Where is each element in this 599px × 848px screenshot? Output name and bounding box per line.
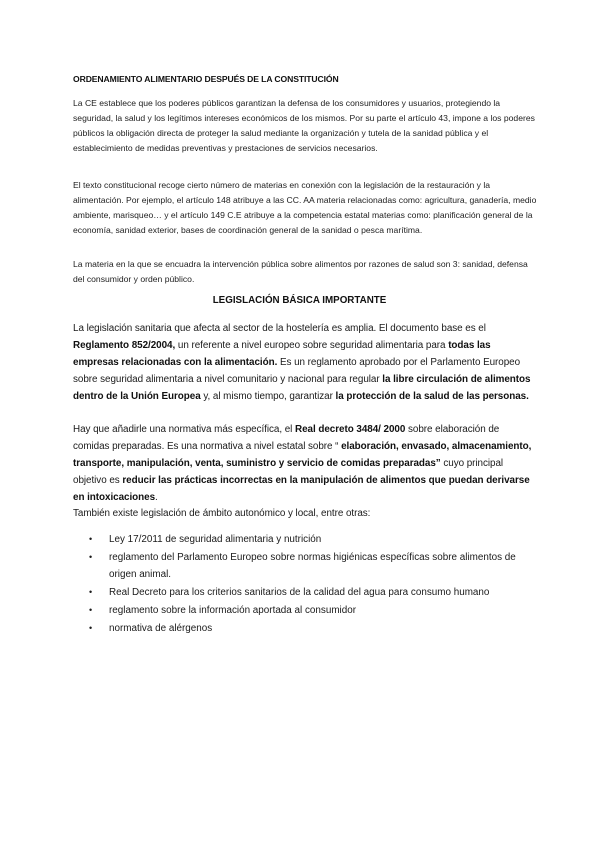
section-title-legislation: LEGISLACIÓN BÁSICA IMPORTANTE [212, 295, 387, 306]
list-item [73, 584, 535, 601]
bold-reglamento-852: Reglamento 852/2004, [73, 340, 176, 351]
bold-empresas: todas las empresas relacionadas con la alimentación. [73, 340, 491, 368]
list-item-text: reglamento del Parlamento Europeo sobre normas higiénicas específicas sobre alimentos de origen animal. [109, 552, 516, 580]
text-run: Es un reglamento aprobado por el Parlamento Europeo sobre seguridad alimentaria a nivel comunitario y nacional para regular [73, 357, 521, 385]
legislation-list [73, 531, 535, 638]
text-run: Hay que añadirle una normativa más específica, el [73, 424, 296, 435]
paragraph-competencies: El texto constitucional recoge cierto número de materias en conexión con la legislación de la restauración y la alimentación. Por ejemplo, el artículo 148 atribuye a las CC. AA materia relacionadas como: agricultura, ganadería, medio ambiente, marisqueo… y el artículo 149 C.E atribuye a la competencia estatal materias como: planificación general de la economía, sanidad exterior, bases de coordinación general de la sanidad o pesca marítima. [73, 180, 537, 235]
text-run: y, al mismo tiempo, garantizar [200, 391, 336, 402]
text-run: La legislación sanitaria que afecta al sector de la hostelería es amplia. El documento base es el [73, 323, 486, 334]
text-run: . [155, 492, 158, 503]
bullet-icon: • [89, 623, 93, 633]
bullet-icon: • [89, 552, 93, 562]
list-item [73, 620, 535, 637]
bullet-icon: • [89, 587, 93, 597]
text-run: cuyo principal objetivo es [73, 458, 504, 486]
list-item-text: Ley 17/2011 de seguridad alimentaria y nutrición [109, 534, 322, 545]
list-item-text: reglamento sobre la información aportada al consumidor [109, 605, 357, 616]
paragraph-autonomico: También existe legislación de ámbito autonómico y local, entre otras: [73, 508, 371, 519]
bullet-icon: • [89, 534, 93, 544]
text-run: sobre elaboración de comidas preparadas. Es una normativa a nivel estatal sobre “ [73, 424, 500, 452]
paragraph-constitution: La CE establece que los poderes públicos garantizan la defensa de los consumidores y usuarios, protegiendo la seguridad, la salud y los legítimos intereses económicos de los mismos. Por su parte el artículo 43, impone a los poderes públicos la obligación directa de proteger la salud mediante la organización y tutela de la sanidad pública y el establecimiento de medidas preventivas y prestaciones de servicios necesarios. [73, 98, 535, 153]
bullet-icon: • [89, 605, 93, 615]
text-run: un referente a nivel europeo sobre seguridad alimentaria para [175, 340, 449, 351]
list-item-text: normativa de alérgenos [109, 623, 213, 634]
list-item [73, 602, 535, 619]
paragraph-reglamento [73, 320, 535, 405]
paragraph-real-decreto [73, 421, 535, 506]
list-item-text: Real Decreto para los criterios sanitarios de la calidad del agua para consumo humano [109, 587, 490, 598]
list-item [73, 549, 535, 583]
paragraph-intervention: La materia en la que se encuadra la intervención pública sobre alimentos por razones de salud son 3: sanidad, defensa del consumidor y orden público. [73, 259, 528, 284]
bold-real-decreto: Real decreto 3484/ 2000 [295, 424, 406, 435]
bold-proteccion-salud: la protección de la salud de las personas. [335, 391, 529, 402]
bold-libre-circulacion: la libre circulación de alimentos dentro de la Unión Europea [73, 374, 531, 402]
list-item [73, 531, 535, 548]
bold-reducir-practicas: reducir las prácticas incorrectas en la manipulación de alimentos que puedan derivarse en intoxicaciones [73, 475, 530, 503]
document-title: ORDENAMIENTO ALIMENTARIO DESPUÉS DE LA CONSTITUCIÓN [73, 74, 339, 84]
bold-elaboracion: elaboración, envasado, almacenamiento, transporte, manipulación, venta, suministro y servicio de comidas preparadas” [73, 441, 532, 469]
